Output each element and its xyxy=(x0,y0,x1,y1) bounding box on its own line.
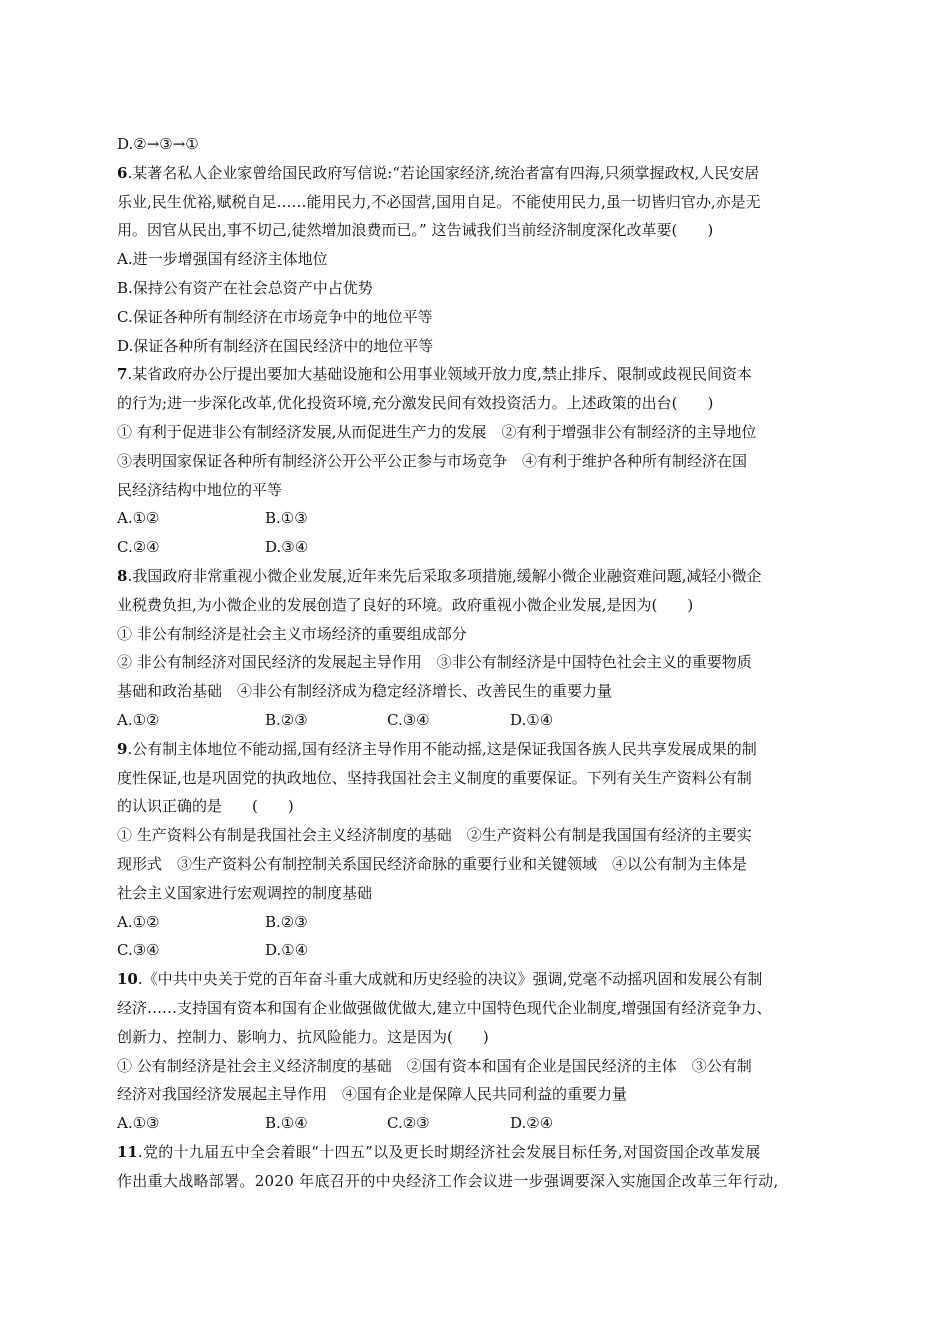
question-text: .《中共中央关于党的百年奋斗重大成就和历史经验的决议》强调,党毫不动摇巩固和发展公有制 xyxy=(137,970,763,989)
question-stem xyxy=(117,965,837,994)
question-text: .某省政府办公厅提出要加大基础设施和公用事业领域开放力度,禁止排斥、限制或歧视民间资本 xyxy=(127,365,752,384)
question-text: 作出重大战略部署。2020 年底召开的中央经济工作会议进一步强调要深入实施国企改革三年行动, xyxy=(117,1171,779,1190)
option-row xyxy=(117,274,837,303)
question-text-line xyxy=(117,850,837,879)
question-text-line xyxy=(117,994,837,1023)
option-row xyxy=(117,936,837,965)
question-text-line xyxy=(117,1167,837,1196)
question-6 xyxy=(117,159,837,361)
answer-option[interactable]: B.②③ xyxy=(265,710,308,729)
question-number: 7 xyxy=(117,365,128,384)
carry-over-option: D.②→③→① xyxy=(117,135,199,153)
question-text: 的认识正确的是 ( ) xyxy=(117,797,294,816)
question-text: .党的十九届五中全会着眼“十四五”以及更长时期经济社会发展目标任务,对国资国企改革发展 xyxy=(137,1142,761,1161)
answer-option[interactable]: D.①④ xyxy=(510,710,554,729)
option-row xyxy=(117,504,837,533)
question-text-line xyxy=(117,764,837,793)
answer-option[interactable]: D.①④ xyxy=(265,941,309,960)
question-text-line xyxy=(117,216,837,245)
answer-option[interactable]: A.进一步增强国有经济主体地位 xyxy=(117,250,328,269)
question-stem xyxy=(117,735,837,764)
question-text: .公有制主体地位不能动摇,国有经济主导作用不能动摇,这是保证我国各族人民共享发展成果的制 xyxy=(127,739,757,758)
option-row xyxy=(117,706,837,735)
question-number: 10 xyxy=(117,970,138,989)
question-text-line xyxy=(117,648,837,677)
question-text: 经济……支持国有资本和国有企业做强做优做大,建立中国特色现代企业制度,增强国有经济竞争力、 xyxy=(117,998,772,1017)
question-text: .我国政府非常重视小微企业发展,近年来先后采取多项措施,缓解小微企业融资难问题,减轻小微企 xyxy=(127,566,762,585)
question-stem xyxy=(117,360,837,389)
answer-option[interactable]: B.①④ xyxy=(265,1114,308,1133)
question-stem xyxy=(117,562,837,591)
question-text: ① 有利于促进非公有制经济发展,从而促进生产力的发展 ②有利于增强非公有制经济的主导地位 xyxy=(117,422,757,441)
question-number: 9 xyxy=(117,739,128,758)
question-text: 度性保证,也是巩固党的执政地位、坚持我国社会主义制度的重要保证。下列有关生产资料公有制 xyxy=(117,768,752,787)
question-text: 创新力、控制力、影响力、抗风险能力。这是因为( ) xyxy=(117,1027,489,1046)
answer-option[interactable]: C.②④ xyxy=(117,538,160,557)
question-text-line xyxy=(117,620,837,649)
question-text: 乐业,民生优裕,赋税自足……能用民力,不必国营,国用自足。不能使用民力,虽一切皆归官办,亦是无 xyxy=(117,192,761,211)
answer-option[interactable]: A.①② xyxy=(117,710,160,729)
answer-option[interactable]: A.①② xyxy=(117,912,160,931)
question-text-line xyxy=(117,1023,837,1052)
question-10 xyxy=(117,965,837,1138)
question-text: 基础和政治基础 ④非公有制经济成为稳定经济增长、改善民生的重要力量 xyxy=(117,682,613,701)
answer-option[interactable]: D.②④ xyxy=(510,1114,554,1133)
question-text: ① 公有制经济是社会主义经济制度的基础 ②国有资本和国有企业是国民经济的主体 ③公有制 xyxy=(117,1056,752,1075)
question-text-line xyxy=(117,1052,837,1081)
answer-option[interactable]: C.③④ xyxy=(117,941,160,960)
question-stem xyxy=(117,159,837,188)
answer-option[interactable]: C.保证各种所有制经济在市场竞争中的地位平等 xyxy=(117,307,433,326)
question-text-line xyxy=(117,188,837,217)
option-row xyxy=(117,303,837,332)
question-number: 11 xyxy=(117,1142,138,1161)
answer-option[interactable]: D.③④ xyxy=(265,538,309,557)
option-row xyxy=(117,533,837,562)
question-text-line xyxy=(117,476,837,505)
question-text: 现形式 ③生产资料公有制控制关系国民经济命脉的重要行业和关键领域 ④以公有制为主体是 xyxy=(117,854,748,873)
question-text-line xyxy=(117,447,837,476)
question-text-line xyxy=(117,389,837,418)
question-text: .某著名私人企业家曾给国民政府写信说:“若论国家经济,统治者富有四海,只须掌握政权,人民安居 xyxy=(127,163,760,182)
question-text-line xyxy=(117,879,837,908)
answer-option[interactable]: C.②③ xyxy=(387,1114,430,1133)
question-number: 6 xyxy=(117,163,128,182)
question-7 xyxy=(117,360,837,562)
question-number: 8 xyxy=(117,566,128,585)
answer-option[interactable]: A.①③ xyxy=(117,1114,160,1133)
answer-option[interactable]: D.保证各种所有制经济在国民经济中的地位平等 xyxy=(117,336,434,355)
question-11 xyxy=(117,1138,837,1196)
question-text: ③表明国家保证各种所有制经济公开公平公正参与市场竞争 ④有利于维护各种所有制经济在国 xyxy=(117,451,748,470)
question-text: ② 非公有制经济对国民经济的发展起主导作用 ③非公有制经济是中国特色社会主义的重要物质 xyxy=(117,653,752,672)
question-list xyxy=(117,130,837,1195)
question-text-line xyxy=(117,418,837,447)
question-text-line xyxy=(117,821,837,850)
option-row xyxy=(117,245,837,274)
option-row xyxy=(117,908,837,937)
question-9 xyxy=(117,735,837,965)
option-row xyxy=(117,1109,837,1138)
answer-option[interactable]: B.保持公有资产在社会总资产中占优势 xyxy=(117,278,373,297)
question-text-line xyxy=(117,792,837,821)
question-text: 用。因官从民出,事不切己,徒然增加浪费而已。” 这告诫我们当前经济制度深化改革要( ) xyxy=(117,221,714,240)
answer-option[interactable]: A.①② xyxy=(117,509,160,528)
answer-option[interactable]: B.①③ xyxy=(265,509,308,528)
question-text: 民经济结构中地位的平等 xyxy=(117,480,283,499)
question-text: ① 生产资料公有制是我国社会主义经济制度的基础 ②生产资料公有制是我国国有经济的主要实 xyxy=(117,826,752,845)
question-text: ① 非公有制经济是社会主义市场经济的重要组成部分 xyxy=(117,624,467,643)
question-text-line xyxy=(117,1080,837,1109)
question-text-line xyxy=(117,591,837,620)
question-text: 业税费负担,为小微企业的发展创造了良好的环境。政府重视小微企业发展,是因为( ) xyxy=(117,595,694,614)
question-text: 的行为;进一步深化改革,优化投资环境,充分激发民间有效投资活力。上述政策的出台( ) xyxy=(117,394,714,413)
question-8 xyxy=(117,562,837,735)
answer-option[interactable]: C.③④ xyxy=(387,710,430,729)
option-row xyxy=(117,332,837,361)
answer-option[interactable]: B.②③ xyxy=(265,912,308,931)
question-text-line xyxy=(117,677,837,706)
question-text: 社会主义国家进行宏观调控的制度基础 xyxy=(117,883,373,902)
question-stem xyxy=(117,1138,837,1167)
question-text: 经济对我国经济发展起主导作用 ④国有企业是保障人民共同利益的重要力量 xyxy=(117,1085,628,1104)
